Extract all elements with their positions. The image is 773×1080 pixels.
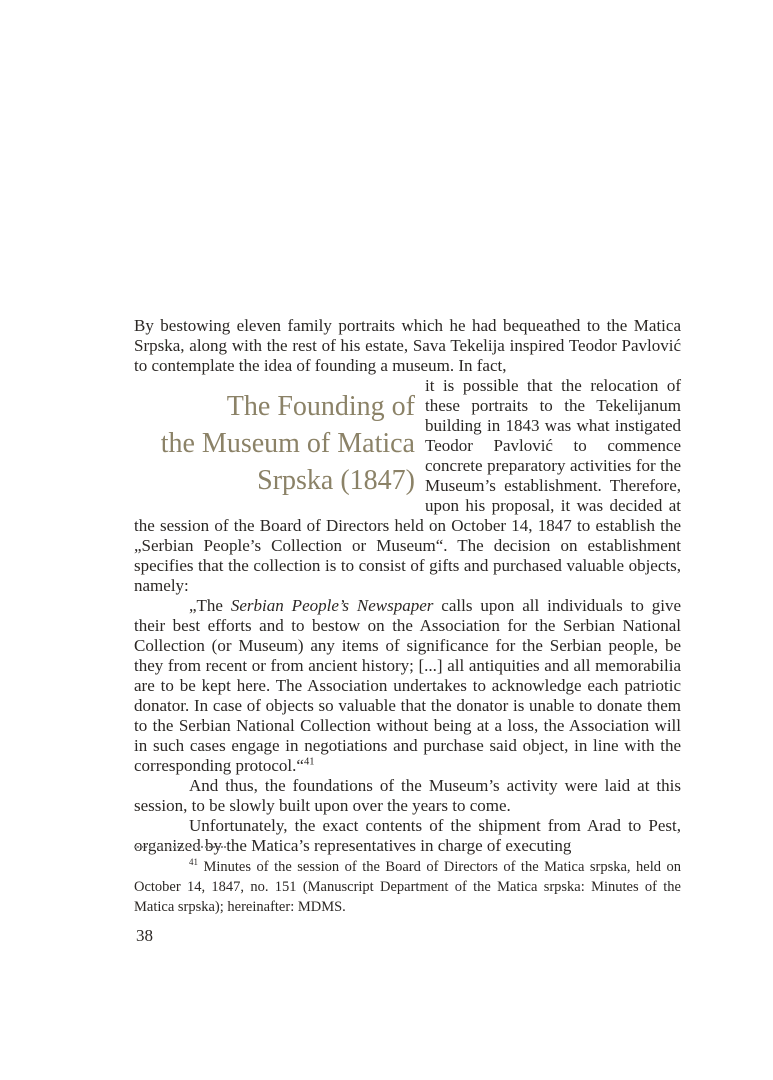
- footnote-separator-rule: [134, 846, 226, 848]
- page-number: 38: [136, 926, 153, 945]
- paragraph-quotation: [134, 596, 681, 776]
- footnote-reference-marker: 41: [303, 756, 315, 768]
- footnote-body: Minutes of the session of the Board of Directors of the Matica srpska, held on October 14, 1847, no. 151 (Manuscript Department of the Matica srpska: Minutes of the Matica srpska); hereinafter: MDMS.: [134, 859, 682, 915]
- heading-line-2: the Museum of Matica: [160, 428, 415, 459]
- paragraph-intro: By bestowing eleven family portraits which he had bequeathed to the Matica Srpska, along with the rest of his estate, Sava Tekelija inspired Teodor Pavlović to contemplate the idea of founding a museum. In fact,: [134, 316, 681, 375]
- heading-line-1: The Founding of: [226, 391, 415, 422]
- section-heading: [118, 376, 415, 512]
- page-content: [134, 316, 681, 856]
- newspaper-title-italic: Serbian People’s Newspaper: [230, 596, 434, 615]
- footnote-area: [134, 846, 681, 917]
- footnote-text: [134, 857, 681, 917]
- quotation-opening: „The: [189, 596, 231, 615]
- heading-line-3: Srpska (1847): [257, 465, 415, 496]
- paragraph-unfortunately: Unfortunately, the exact contents of the shipment from Arad to Pest, organized by the Matica’s representatives in charge of executing: [134, 816, 681, 855]
- paragraph-and-thus: And thus, the foundations of the Museum’s activity were laid at this session, to be slowly built upon over the years to come.: [134, 776, 681, 815]
- quotation-body: calls upon all individuals to give their best efforts and to bestow on the Association for the Serbian National Collection (or Museum) any items of significance for the Serbian people, be they from recent or from ancient history; [...] all antiquities and all memorabilia are to be kept here. The Association undertakes to acknowledge each patriotic donator. In case of objects so valuable that the donator is unable to donate them to the Serbian National Collection without being at a loss, the Association will in such cases engage in negotiations and purchase said object, in line with the corresponding protocol.“: [134, 596, 681, 775]
- footnote-number: 41: [189, 857, 198, 868]
- paragraph-intro-continued: it is possible that the relocation of these portraits to the Tekelijanum building in 1843 was what instigated Teodor Pavlović to commence concrete preparatory activities for the Museum’s establishment. Therefore, upon his proposal, it was decided at the session of the Board of Directors held on October 14, 1847 to establish the „Serbian People’s Collection or Museum“. The decision on establishment specifies that the collection is to consist of gifts and purchased valuable objects, namely:: [134, 376, 681, 595]
